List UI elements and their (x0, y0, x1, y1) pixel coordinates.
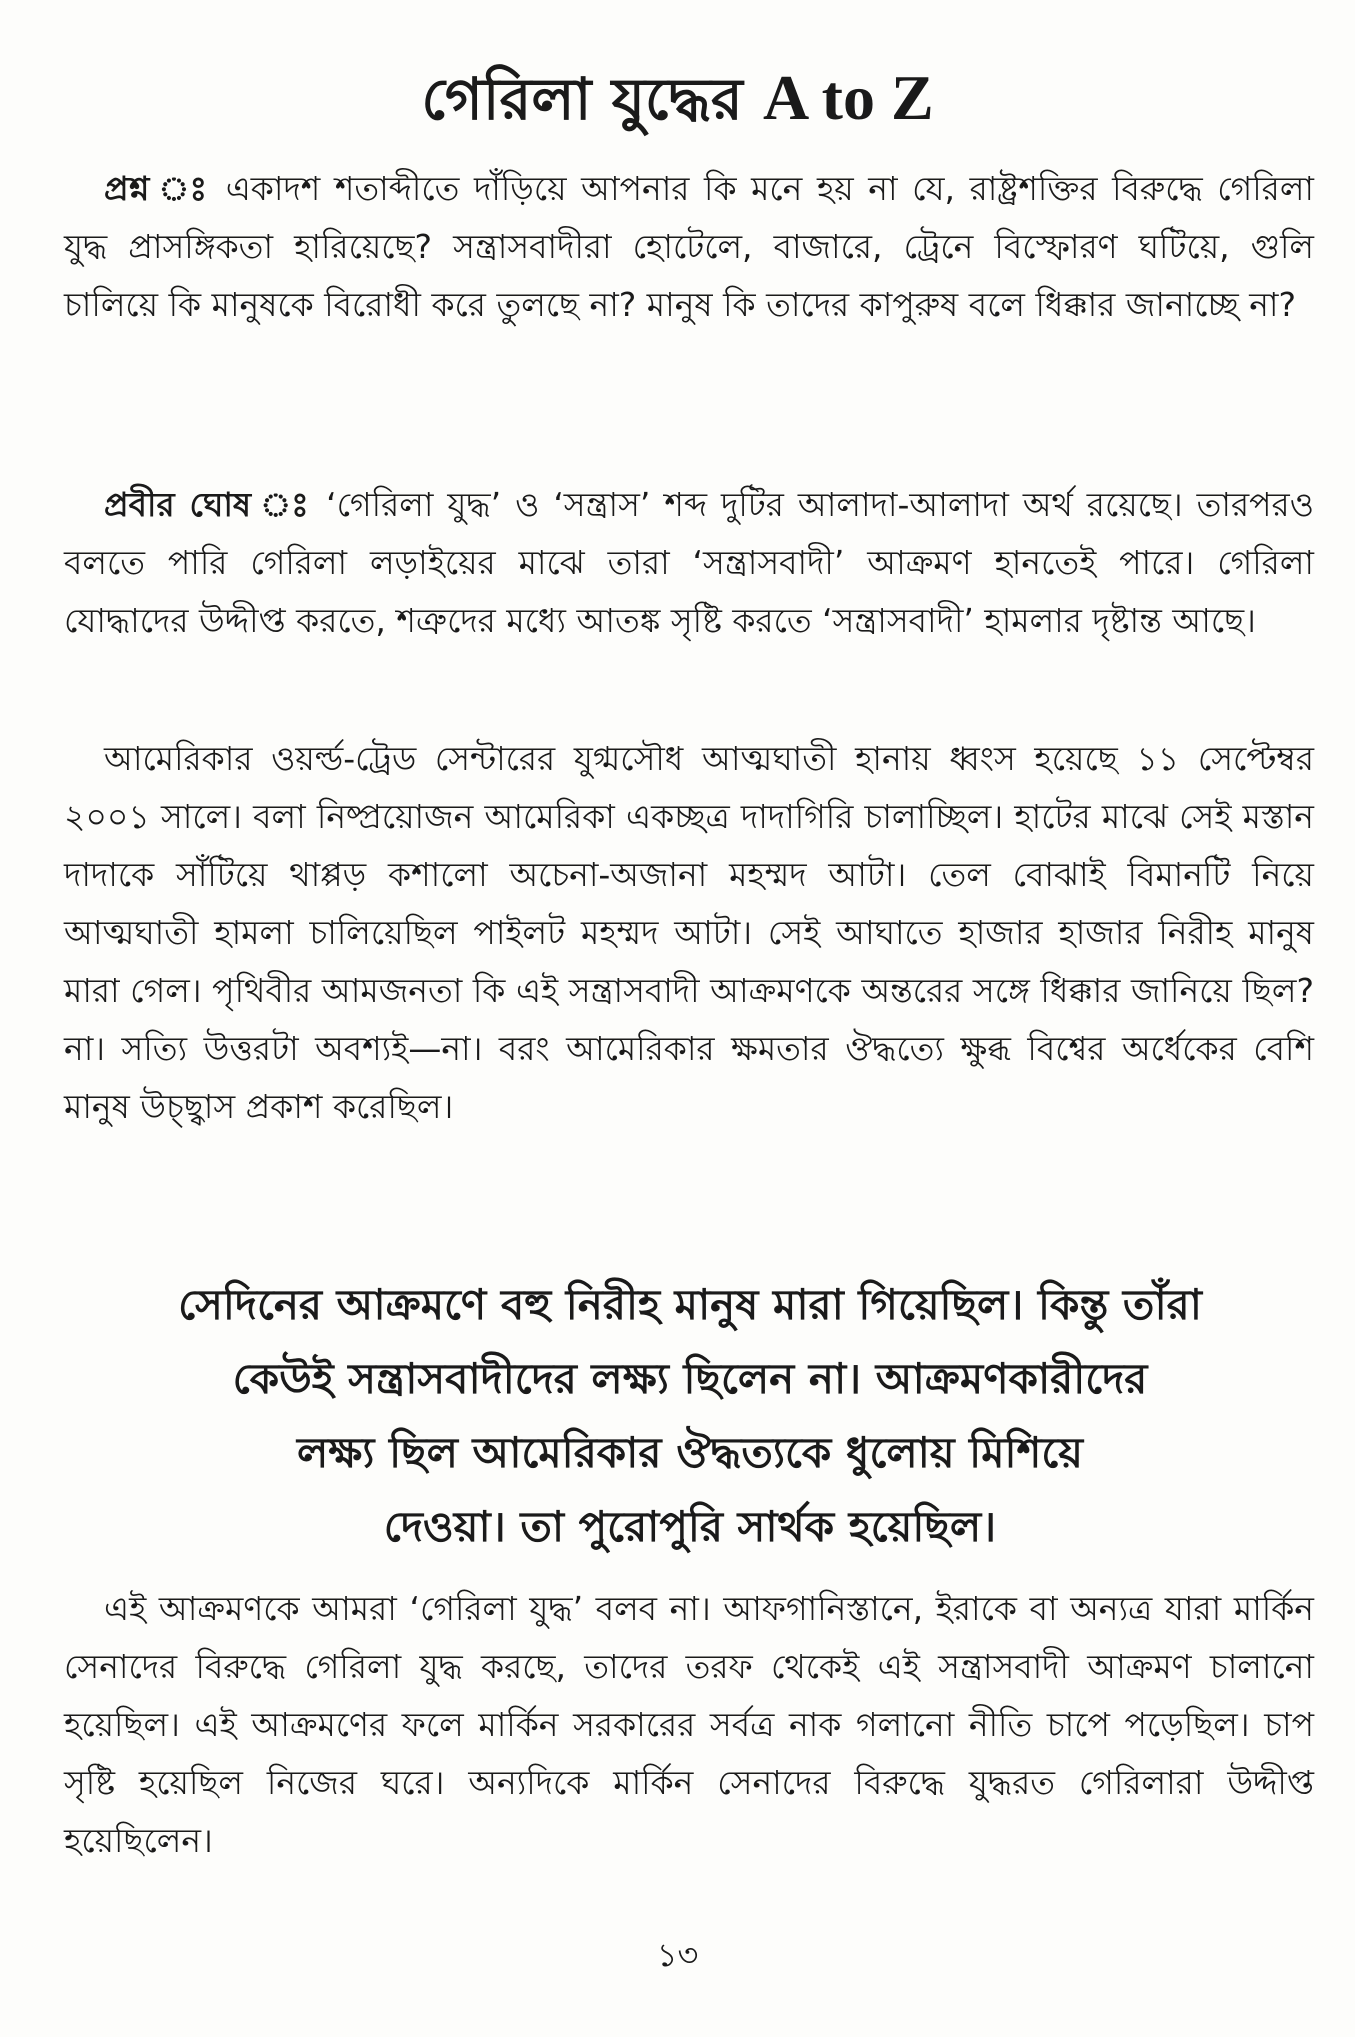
paragraph-three (64, 1580, 1314, 1870)
question-label: প্রশ্ন ঃ (104, 169, 212, 208)
question-block (64, 160, 1314, 334)
answer-block (64, 476, 1314, 650)
answer-text: ‘গেরিলা যুদ্ধ’ ও ‘সন্ত্রাস’ শব্দ দুটির আলাদা-আলাদা অর্থ রয়েছে। তারপরও বলতে পারি গেরিলা লড়াইয়ের মাঝে তারা ‘সন্ত্রাসবাদী’ আক্রমণ হানতেই পারে। গেরিলা যোদ্ধাদের উদ্দীপ্ত করতে, শত্রুদের মধ্যে আতঙ্ক সৃষ্টি করতে ‘সন্ত্রাসবাদী’ হামলার দৃষ্টান্ত আছে। (64, 485, 1314, 640)
highlight-line: লক্ষ্য ছিল আমেরিকার ঔদ্ধত্যকে ধুলোয় মিশিয়ে (296, 1428, 1084, 1477)
title-latin: A to Z (762, 62, 934, 133)
highlight-line: সেদিনের আক্রমণে বহু নিরীহ মানুষ মারা গিয়েছিল। কিন্তু তাঁরা (178, 1280, 1202, 1329)
paragraph-three-text: এই আক্রমণকে আমরা ‘গেরিলা যুদ্ধ’ বলব না। আফগানিস্তানে, ইরাকে বা অন্যত্র যারা মার্কিন সেনাদের বিরুদ্ধে গেরিলা যুদ্ধ করছে, তাদের তরফ থেকেই এই সন্ত্রাসবাদী আক্রমণ চালানো হয়েছিল। এই আক্রমণের ফলে মার্কিন সরকারের সর্বত্র নাক গলানো নীতি চাপে পড়েছিল। চাপ সৃষ্টি হয়েছিল নিজের ঘরে। অন্যদিকে মার্কিন সেনাদের বিরুদ্ধে যুদ্ধরত গেরিলারা উদ্দীপ্ত হয়েছিলেন। (64, 1589, 1314, 1860)
title-bengali: গেরিলা যুদ্ধের (421, 65, 743, 133)
highlight-line: কেউই সন্ত্রাসবাদীদের লক্ষ্য ছিলেন না। আক্রমণকারীদের (232, 1354, 1148, 1403)
page-number: ১৩ (656, 1936, 699, 1974)
answer-label: প্রবীর ঘোষ ঃ (104, 485, 313, 524)
question-text: একাদশ শতাব্দীতে দাঁড়িয়ে আপনার কি মনে হয় না যে, রাষ্ট্রশক্তির বিরুদ্ধে গেরিলা যুদ্ধ প্রাসঙ্গিকতা হারিয়েছে? সন্ত্রাসবাদীরা হোটেলে, বাজারে, ট্রেনে বিস্ফোরণ ঘটিয়ে, গুলি চালিয়ে কি মানুষকে বিরোধী করে তুলছে না? মানুষ কি তাদের কাপুরুষ বলে ধিক্কার জানাচ্ছে না? (64, 169, 1314, 324)
paragraph-two-text: আমেরিকার ওয়র্ল্ড-ট্রেড সেন্টারের যুগ্মসৌধ আত্মঘাতী হানায় ধ্বংস হয়েছে ১১ সেপ্টেম্বর ২০০১ সালে। বলা নিষ্প্রয়োজন আমেরিকা একচ্ছত্র দাদাগিরি চালাচ্ছিল। হাটের মাঝে সেই মস্তান দাদাকে সাঁটিয়ে থাপ্পড় কশালো অচেনা-অজানা মহম্মদ আটা। তেল বোঝাই বিমানটি নিয়ে আত্মঘাতী হামলা চালিয়েছিল পাইলট মহম্মদ আটা। সেই আঘাতে হাজার হাজার নিরীহ মানুষ মারা গেল। পৃথিবীর আমজনতা কি এই সন্ত্রাসবাদী আক্রমণকে অন্তরের সঙ্গে ধিক্কার জানিয়ে ছিল? না। সত্যি উত্তরটা অবশ্যই—না। বরং আমেরিকার ক্ষমতার ঔদ্ধত্যে ক্ষুব্ধ বিশ্বের অর্ধেকের বেশি মানুষ উচ্ছ্বাস প্রকাশ করেছিল। (64, 739, 1314, 1126)
highlight-quote (90, 1268, 1290, 1564)
paragraph-two (64, 730, 1314, 1136)
highlight-line: দেওয়া। তা পুরোপুরি সার্থক হয়েছিল। (383, 1502, 997, 1551)
page-title (0, 58, 1355, 139)
